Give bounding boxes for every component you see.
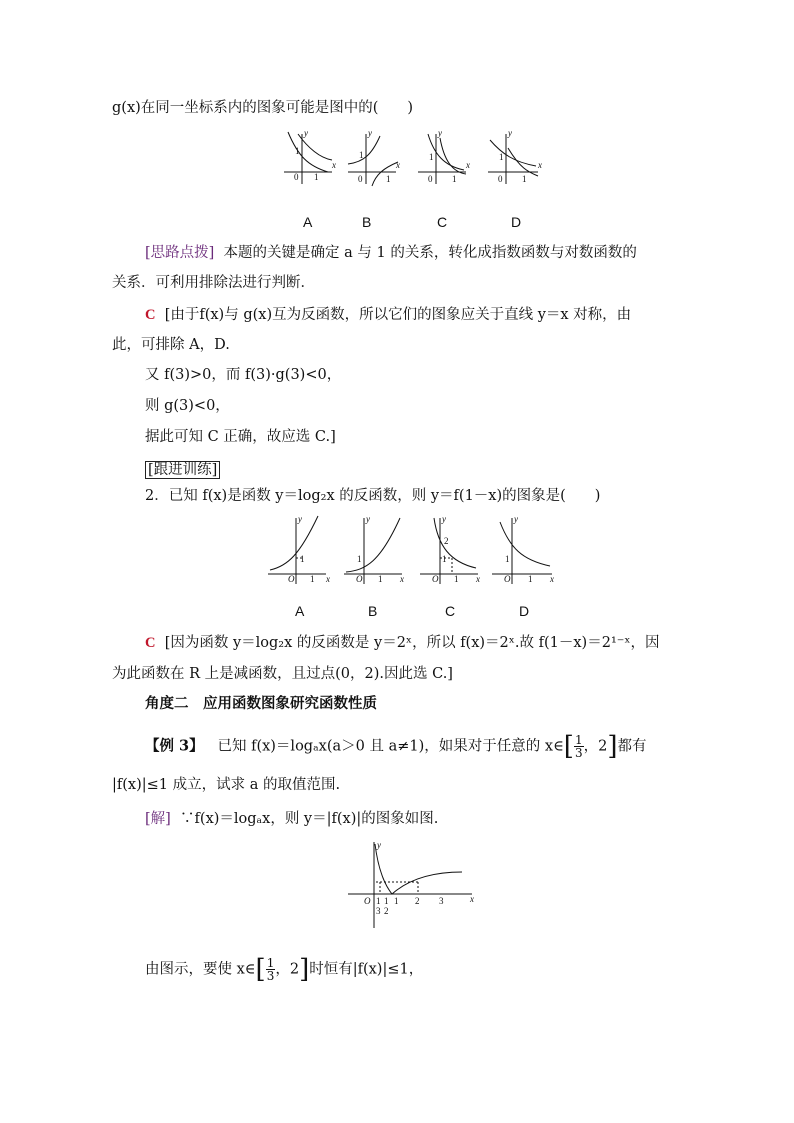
sol-bracket-close: ] <box>299 954 310 985</box>
ex3-bracket-open: [ <box>563 731 574 762</box>
q1-option-c: C <box>437 214 448 230</box>
svg-text:1: 1 <box>357 554 362 564</box>
svg-text:x: x <box>466 160 470 170</box>
ans1-line3: 又 f(3)>0，而 f(3)·g(3)<0， <box>145 367 342 383</box>
sol-graph-third-num: 1 <box>376 896 381 906</box>
svg-text:0: 0 <box>428 174 433 184</box>
sol-graph-y-label: y <box>377 840 381 850</box>
svg-text:y: y <box>304 128 308 138</box>
svg-text:1: 1 <box>378 574 383 584</box>
svg-text:x: x <box>550 574 554 584</box>
svg-text:1: 1 <box>499 152 504 162</box>
svg-text:1: 1 <box>359 150 364 160</box>
ex3-text-a: 已知 f(x)＝logₐx(a＞0 且 a≠1)，如果对于任意的 x∈ <box>217 738 564 755</box>
svg-text:1: 1 <box>429 152 434 162</box>
q1-option-a: A <box>303 214 313 230</box>
q1-option-d: D <box>511 214 522 230</box>
svg-text:O: O <box>356 574 363 584</box>
svg-text:y: y <box>442 514 446 524</box>
sol-graph-half-num: 1 <box>384 896 389 906</box>
sol-graph-tick-3: 3 <box>439 896 444 906</box>
section-title: 角度二 应用函数图象研究函数性质 <box>145 696 377 712</box>
q2-graphs <box>266 514 558 594</box>
svg-text:1: 1 <box>505 554 510 564</box>
hint-line2: 关系．可利用排除法进行判断． <box>112 275 315 291</box>
svg-text:y: y <box>368 128 372 138</box>
sol-fraction <box>266 957 276 982</box>
ans1-letter: C <box>145 307 156 323</box>
ans1-line2: 此，可排除 A，D. <box>112 337 230 353</box>
practice-q2: 2．已知 f(x)是函数 y＝log₂x 的反函数，则 y＝f(1－x)的图象是( ) <box>145 488 601 504</box>
svg-text:y: y <box>514 514 518 524</box>
svg-text:1: 1 <box>300 554 305 564</box>
q2-option-c: C <box>445 603 456 619</box>
sol-bracket-open: [ <box>255 954 266 985</box>
svg-text:x: x <box>396 160 400 170</box>
ans1-text1: [由于f(x)与 g(x)互为反函数，所以它们的图象应关于直线 y＝x 对称，由 <box>164 307 632 323</box>
hint-text1: 本题的关键是确定 a 与 1 的关系，转化成指数函数与对数函数的 <box>223 245 637 261</box>
sol-text: ∵f(x)＝logₐx，则 y＝|f(x)|的图象如图. <box>180 811 439 827</box>
ex3-interval-end: ，2 <box>583 738 608 755</box>
q1-graph-svg <box>276 128 546 190</box>
sol-graph-svg <box>344 838 478 930</box>
svg-text:2: 2 <box>444 536 449 546</box>
ex3-bracket-close: ] <box>607 731 618 762</box>
ans2-letter: C <box>145 635 156 651</box>
svg-text:0: 0 <box>498 174 503 184</box>
sol-frac-den: 3 <box>266 969 275 983</box>
svg-text:1: 1 <box>454 574 459 584</box>
ans1-line5: 据此可知 C 正确，故应选 C.] <box>145 429 336 445</box>
sol-graph-x-label: x <box>470 894 474 904</box>
q1-intro: g(x)在同一坐标系内的图象可能是图中的( ) <box>112 100 414 116</box>
svg-text:1: 1 <box>442 554 447 564</box>
ex3-line1 <box>145 731 647 762</box>
svg-text:1: 1 <box>522 174 527 184</box>
ex3-line2: |f(x)|≤1 成立，试求 a 的取值范围. <box>112 777 341 793</box>
ex3-text-b: 都有 <box>617 738 647 755</box>
sol-graph <box>344 838 478 934</box>
svg-text:0: 0 <box>358 174 363 184</box>
ans1-line4: 则 g(3)<0， <box>145 398 230 414</box>
svg-text:x: x <box>476 574 480 584</box>
sol-graph-origin: O <box>364 896 371 906</box>
hint-line1 <box>145 243 637 263</box>
svg-text:O: O <box>504 574 511 584</box>
q2-graph-svg <box>266 514 558 590</box>
svg-text:1: 1 <box>386 174 391 184</box>
sol-frac-num: 1 <box>266 956 275 970</box>
svg-text:y: y <box>508 128 512 138</box>
q2-option-a: A <box>295 603 305 619</box>
practice-tag <box>145 460 220 480</box>
svg-text:O: O <box>432 574 439 584</box>
ex3-fraction <box>574 734 584 759</box>
ans2-line2: 为此函数在 R 上是减函数，且过点(0，2).因此选 C.] <box>112 666 453 682</box>
ans1-line1 <box>145 305 631 325</box>
ex3-tag: 【例 3】 <box>145 737 204 755</box>
sol-last-line <box>145 954 424 985</box>
svg-text:1: 1 <box>310 574 315 584</box>
svg-text:x: x <box>538 160 542 170</box>
svg-text:0: 0 <box>294 172 299 182</box>
svg-text:1: 1 <box>295 146 300 156</box>
svg-text:O: O <box>288 574 295 584</box>
sol-graph-tick-1: 1 <box>394 896 399 906</box>
svg-text:x: x <box>326 574 330 584</box>
q1-option-b: B <box>362 214 372 230</box>
sol-line1 <box>145 809 438 829</box>
svg-text:x: x <box>400 574 404 584</box>
q1-graphs <box>276 128 546 194</box>
svg-text:y: y <box>298 514 302 524</box>
svg-text:1: 1 <box>452 174 457 184</box>
sol-last-a: 由图示，要使 x∈ <box>145 961 256 978</box>
ex3-frac-den: 3 <box>574 746 583 760</box>
sol-graph-half-den: 2 <box>384 906 389 916</box>
hint-tag: [思路点拨] <box>145 245 215 261</box>
svg-text:y: y <box>366 514 370 524</box>
svg-text:y: y <box>438 128 442 138</box>
svg-text:1: 1 <box>528 574 533 584</box>
svg-text:x: x <box>332 160 336 170</box>
q2-option-d: D <box>519 603 530 619</box>
sol-last-end: ，2 <box>275 961 300 978</box>
ans2-line1 <box>145 633 660 653</box>
sol-last-b: 时恒有|f(x)|≤1， <box>309 961 424 978</box>
practice-tag-box: [跟进训练] <box>145 461 220 479</box>
ex3-frac-num: 1 <box>574 733 583 747</box>
sol-graph-third-den: 3 <box>376 906 381 916</box>
sol-graph-tick-2: 2 <box>415 896 420 906</box>
ans2-text1: [因为函数 y＝log₂x 的反函数是 y＝2ˣ，所以 f(x)＝2ˣ.故 f(1－x)＝2¹⁻ˣ，因 <box>164 635 660 651</box>
sol-tag: [解] <box>145 811 171 827</box>
q2-option-b: B <box>368 603 378 619</box>
svg-text:1: 1 <box>314 172 319 182</box>
